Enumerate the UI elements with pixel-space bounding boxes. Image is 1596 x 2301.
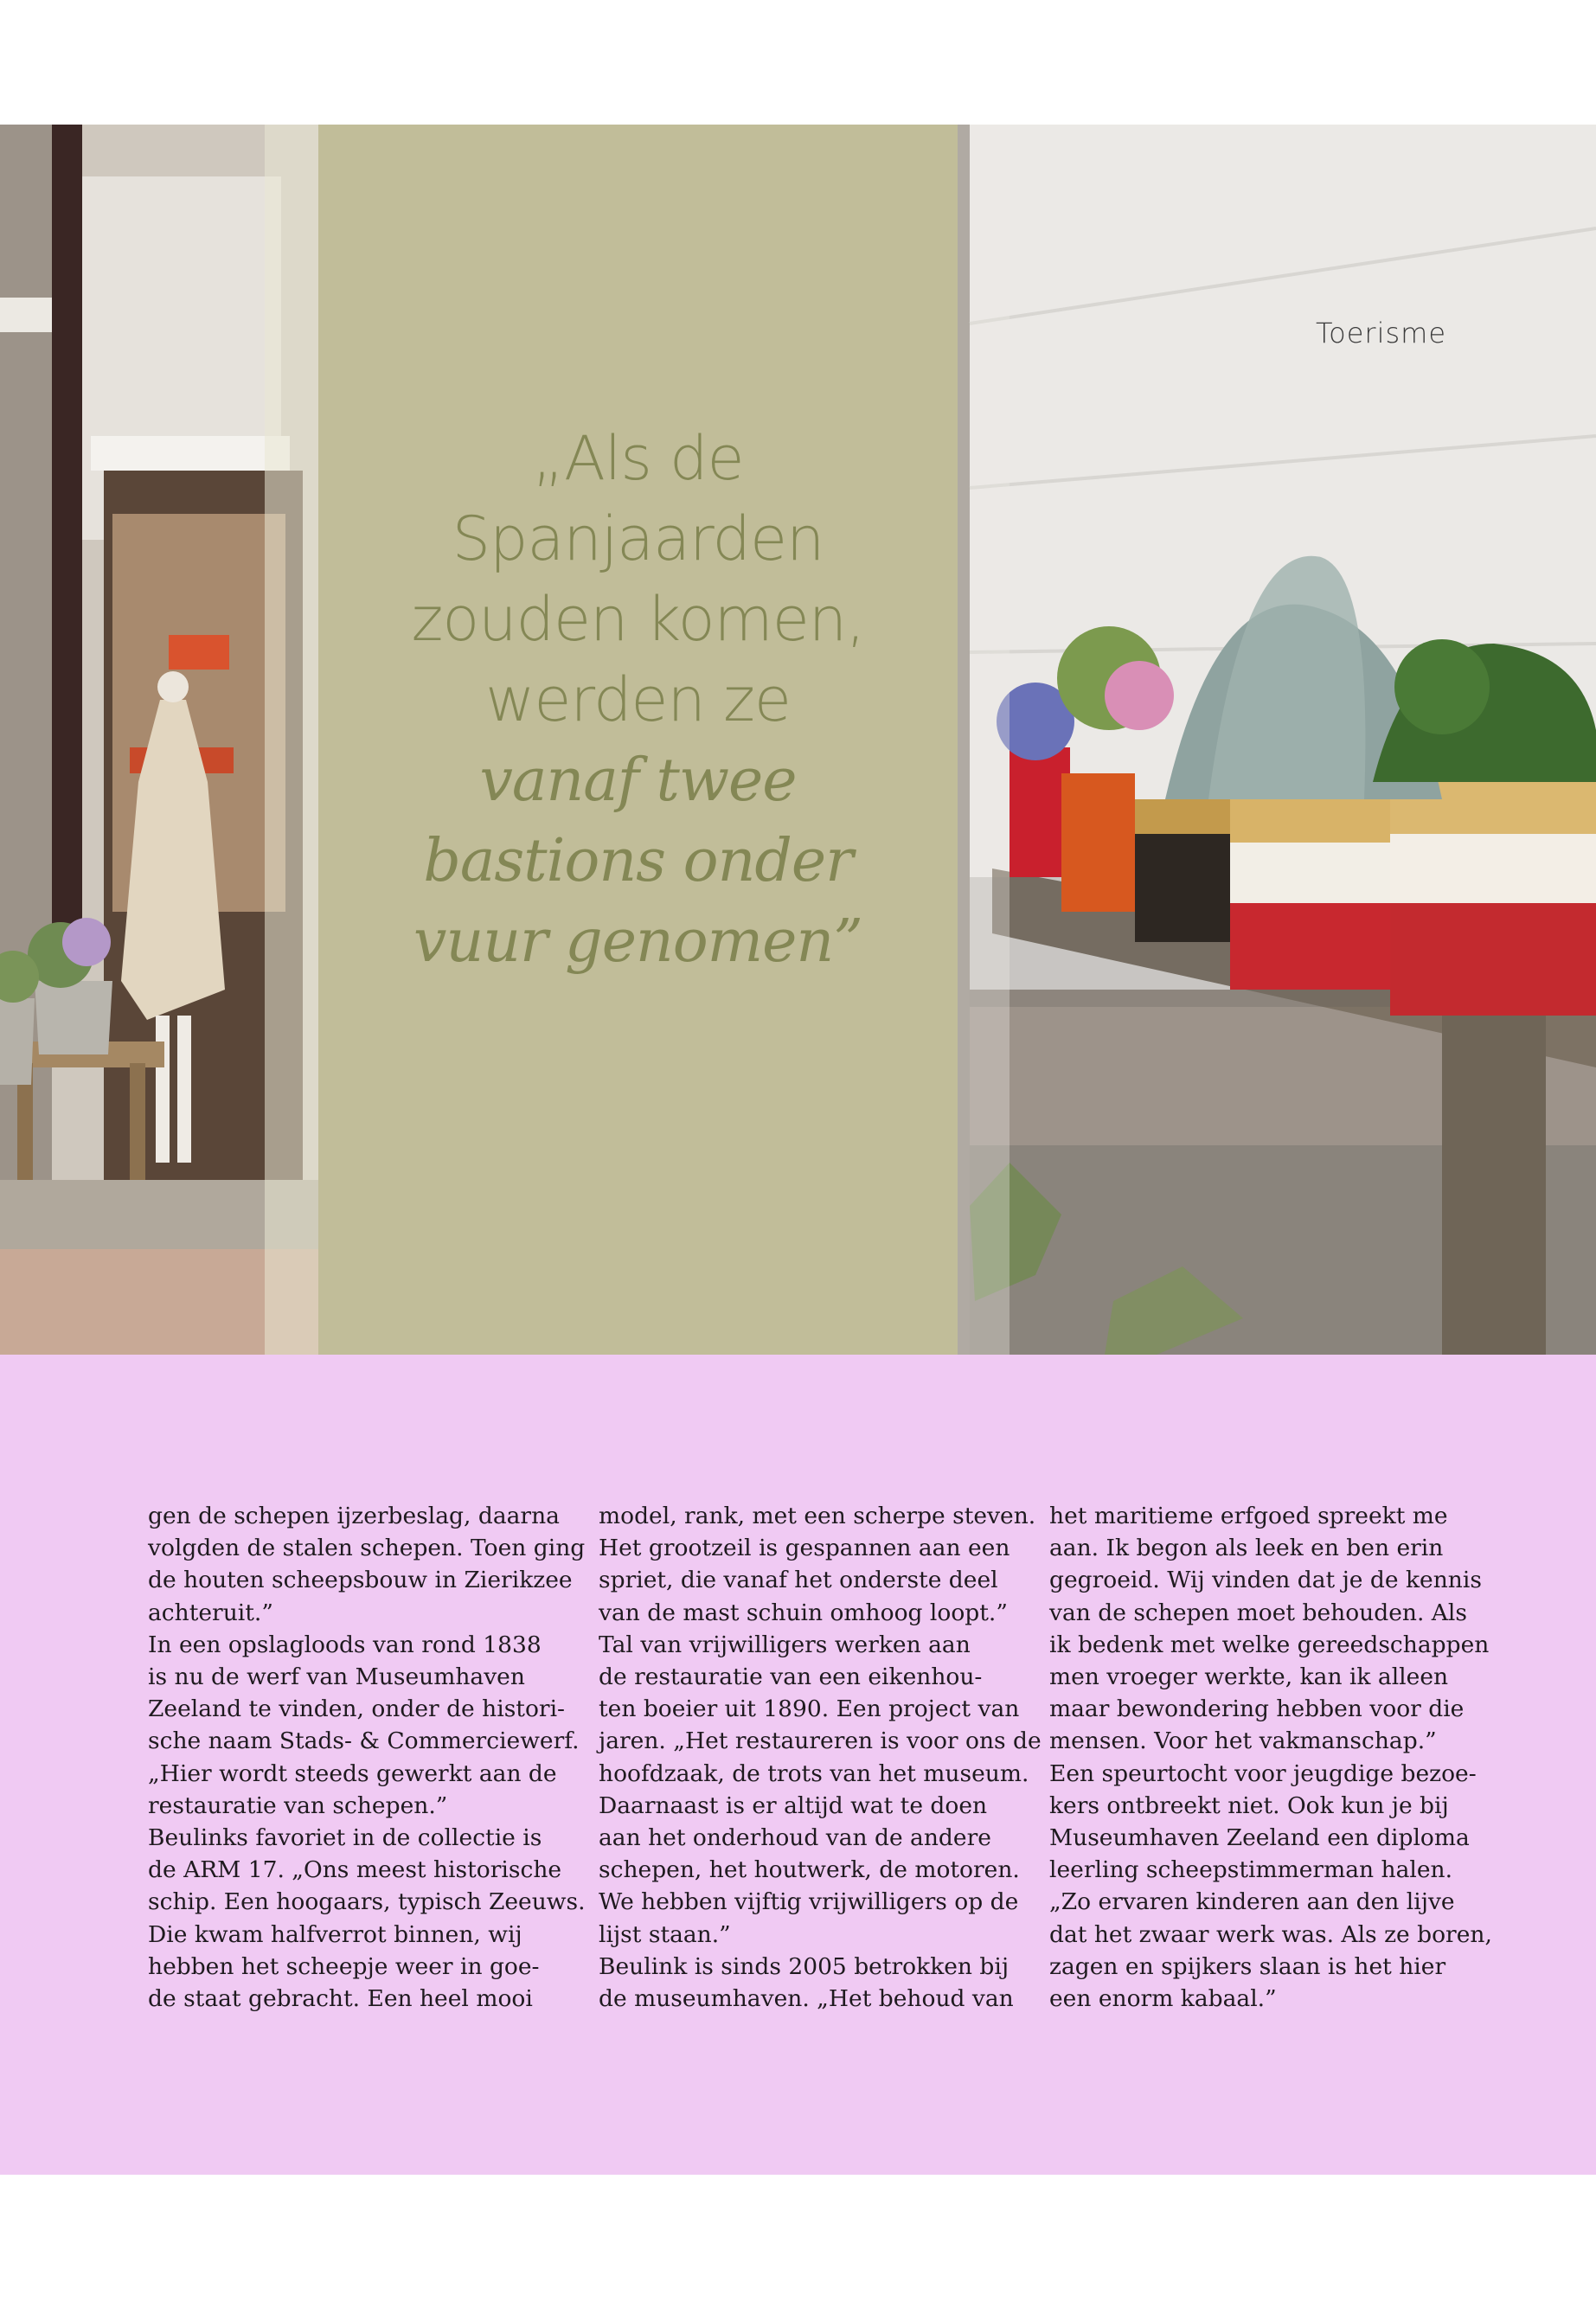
- text-line: achteruit.”: [148, 1599, 273, 1626]
- text-line: Museumhaven Zeeland een diploma: [1049, 1824, 1470, 1852]
- text-line: model, rank, met een scherpe steven.: [599, 1503, 1036, 1529]
- text-line: gegroeid. Wij vinden dat je de kennis: [1049, 1567, 1482, 1594]
- text-line: Het grootzeil is gespannen aan een: [599, 1535, 1010, 1562]
- text-line: In een opslagloods van rond 1838: [148, 1631, 542, 1658]
- text-line: kers ontbreekt niet. Ook kun je bij: [1049, 1791, 1449, 1819]
- text-line: sche naam Stads- & Commerciewerf.: [148, 1727, 580, 1755]
- flower-tins-photo: [958, 125, 1596, 1355]
- quote-line: „Als de: [532, 423, 744, 494]
- text-line: maar bewondering hebben voor die: [1049, 1695, 1465, 1723]
- text-line: schip. Een hoogaars, typisch Zeeuws.: [148, 1888, 586, 1916]
- article-column-3: [1049, 1500, 1492, 2015]
- text-line: de restauratie van een eikenhou-: [599, 1663, 983, 1691]
- text-line: Beulink is sinds 2005 betrokken bij: [599, 1952, 1010, 1980]
- text-line: „Hier wordt steeds gewerkt aan de: [148, 1759, 557, 1787]
- text-line: Zeeland te vinden, onder de histori-: [148, 1695, 566, 1723]
- text-line: de staat gebracht. Een heel mooi: [148, 1985, 533, 2013]
- text-line: jaren. „Het restaureren is voor ons de: [599, 1727, 1042, 1755]
- text-line: zagen en spijkers slaan is het hier: [1049, 1952, 1446, 1980]
- text-line: spriet, die vanaf het onderste deel: [599, 1567, 998, 1594]
- text-line: is nu de werf van Museumhaven: [148, 1663, 525, 1691]
- text-line: Tal van vrijwilligers werken aan: [599, 1631, 971, 1658]
- section-label: Toerisme: [1316, 317, 1446, 349]
- text-line: de ARM 17. „Ons meest historische: [148, 1856, 562, 1884]
- quote-line-italic: vuur genomen”: [413, 907, 862, 976]
- text-line: gen de schepen ijzerbeslag, daarna: [148, 1503, 560, 1529]
- text-line: het maritieme erfgoed spreekt me: [1049, 1503, 1448, 1529]
- quote-line-italic: vanaf twee: [479, 747, 797, 815]
- text-line: Die kwam halfverrot binnen, wij: [148, 1920, 522, 1948]
- text-line: van de schepen moet behouden. Als: [1049, 1599, 1468, 1626]
- text-line: de houten scheepsbouw in Zierikzee: [148, 1567, 573, 1594]
- text-line: aan. Ik begon als leek en ben erin: [1049, 1535, 1444, 1562]
- text-line: Beulinks favoriet in de collectie is: [148, 1824, 542, 1852]
- text-line: restauratie van schepen.”: [148, 1791, 448, 1819]
- text-line: lijst staan.”: [599, 1920, 731, 1948]
- text-line: dat het zwaar werk was. Als ze boren,: [1049, 1920, 1492, 1948]
- text-line: volgden de stalen schepen. Toen ging: [148, 1535, 586, 1562]
- hero-section: [0, 125, 1596, 1355]
- text-line: „Zo ervaren kinderen aan den lijve: [1049, 1888, 1455, 1916]
- text-line: leerling scheepstimmerman halen.: [1049, 1856, 1453, 1884]
- text-line: hoofdzaak, de trots van het museum.: [599, 1759, 1029, 1787]
- text-line: hebben het scheepje weer in goe-: [148, 1952, 540, 1980]
- text-line: aan het onderhoud van de andere: [599, 1824, 991, 1852]
- article-column-2: [599, 1500, 1042, 2015]
- shop-window-photo: [0, 125, 318, 1355]
- quote-line-italic: bastions onder: [423, 827, 853, 895]
- text-line: de museumhaven. „Het behoud van: [599, 1985, 1014, 2013]
- text-line: van de mast schuin omhoog loopt.”: [599, 1599, 1008, 1626]
- article-body: [0, 1355, 1596, 2175]
- pull-quote: [318, 419, 958, 982]
- text-line: Een speurtocht voor jeugdige bezoe-: [1049, 1759, 1477, 1787]
- text-line: ten boeier uit 1890. Een project van: [599, 1695, 1020, 1723]
- text-line: schepen, het houtwerk, de motoren.: [599, 1856, 1020, 1884]
- text-line: We hebben vijftig vrijwilligers op de: [599, 1888, 1019, 1916]
- quote-line: werden ze: [485, 664, 791, 735]
- text-line: een enorm kabaal.”: [1049, 1985, 1277, 2013]
- quote-line: zouden komen,: [411, 584, 865, 655]
- text-line: men vroeger werkte, kan ik alleen: [1049, 1663, 1449, 1691]
- article-column-1: [148, 1500, 586, 2015]
- text-line: Daarnaast is er altijd wat te doen: [599, 1791, 988, 1819]
- quote-line: Spanjaarden: [452, 503, 824, 574]
- text-line: mensen. Voor het vakmanschap.”: [1049, 1727, 1437, 1755]
- text-line: ik bedenk met welke gereedschappen: [1049, 1631, 1490, 1658]
